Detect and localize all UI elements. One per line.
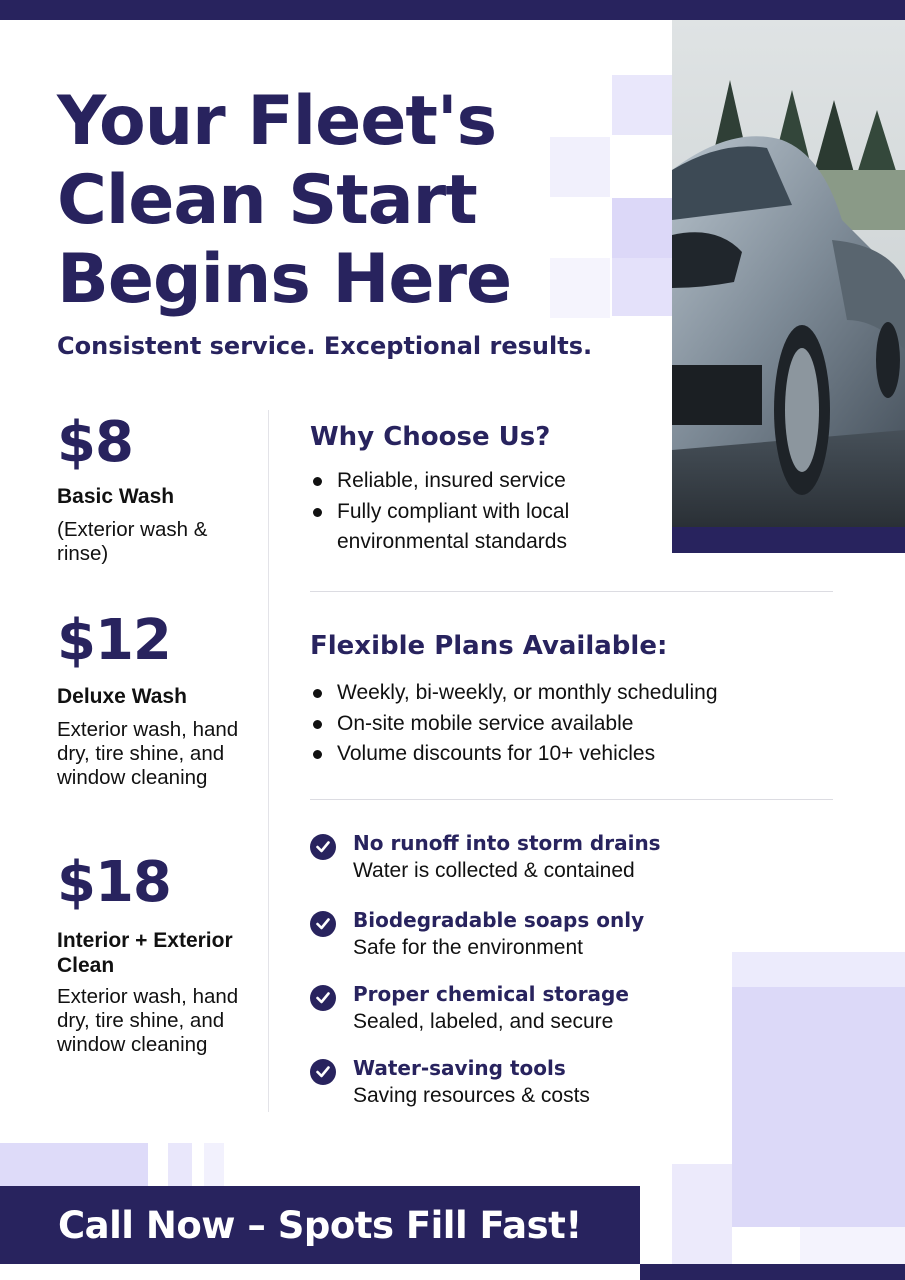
eco-feature-subtitle: Sealed, labeled, and secure [353,1010,614,1033]
price-deluxe: $12 [57,608,171,673]
call-now-label: Call Now – Spots Fill Fast! [58,1204,582,1247]
check-circle-icon [310,834,336,860]
check-circle-icon [310,911,336,937]
section-divider [310,591,833,592]
section-divider [310,799,833,800]
eco-feature-title: Water-saving tools [353,1056,566,1080]
decorative-square [204,1143,224,1186]
headline [57,82,577,319]
decorative-square [732,952,905,987]
headline-line-2: Clean Start [57,161,477,240]
eco-feature-title: Biodegradable soaps only [353,908,645,932]
call-now-banner[interactable] [0,1186,640,1264]
list-item: Volume discounts for 10+ vehicles [312,739,832,770]
list-item: On-site mobile service available [312,709,832,740]
why-choose-title: Why Choose Us? [310,422,551,452]
decorative-square [0,1143,148,1186]
eco-feature-title: Proper chemical storage [353,982,629,1006]
photo-accent-bar [672,527,905,553]
eco-feature-subtitle: Safe for the environment [353,936,583,959]
top-accent-bar [0,0,905,20]
price-basic: $8 [57,410,133,475]
decorative-square [612,75,672,135]
check-circle-icon [310,1059,336,1085]
package-desc-interior-exterior: Exterior wash, hand dry, tire shine, and window cleaning [57,985,239,1056]
headline-line-1: Your Fleet's [57,82,497,161]
plans-title: Flexible Plans Available: [310,631,668,661]
why-choose-list [312,466,612,558]
plans-list [312,678,832,770]
package-name-basic: Basic Wash [57,485,175,508]
eco-feature-subtitle: Water is collected & contained [353,859,635,882]
car-wash-photo [672,20,905,527]
check-circle-icon [310,985,336,1011]
package-desc-deluxe: Exterior wash, hand dry, tire shine, and window cleaning [57,718,239,789]
list-item: Weekly, bi-weekly, or monthly scheduling [312,678,832,709]
decorative-square [168,1143,192,1186]
decorative-square [612,198,672,258]
headline-line-3: Begins Here [57,240,512,319]
eco-feature-title: No runoff into storm drains [353,831,661,855]
subheadline: Consistent service. Exceptional results. [57,332,593,360]
decorative-square [800,1227,905,1264]
eco-feature-subtitle: Saving resources & costs [353,1084,590,1107]
price-interior-exterior: $18 [57,850,171,915]
package-name-deluxe: Deluxe Wash [57,685,187,708]
column-divider [268,410,269,1112]
package-name-interior-exterior: Interior + Exterior Clean [57,929,233,977]
package-desc-basic: (Exterior wash & rinse) [57,518,208,565]
bottom-accent-bar [640,1264,905,1280]
list-item: Reliable, insured service [312,466,612,497]
decorative-square [672,1164,732,1264]
list-item: Fully compliant with local environmental standards [312,497,612,558]
decorative-square [612,258,672,316]
decorative-square [732,987,905,1227]
